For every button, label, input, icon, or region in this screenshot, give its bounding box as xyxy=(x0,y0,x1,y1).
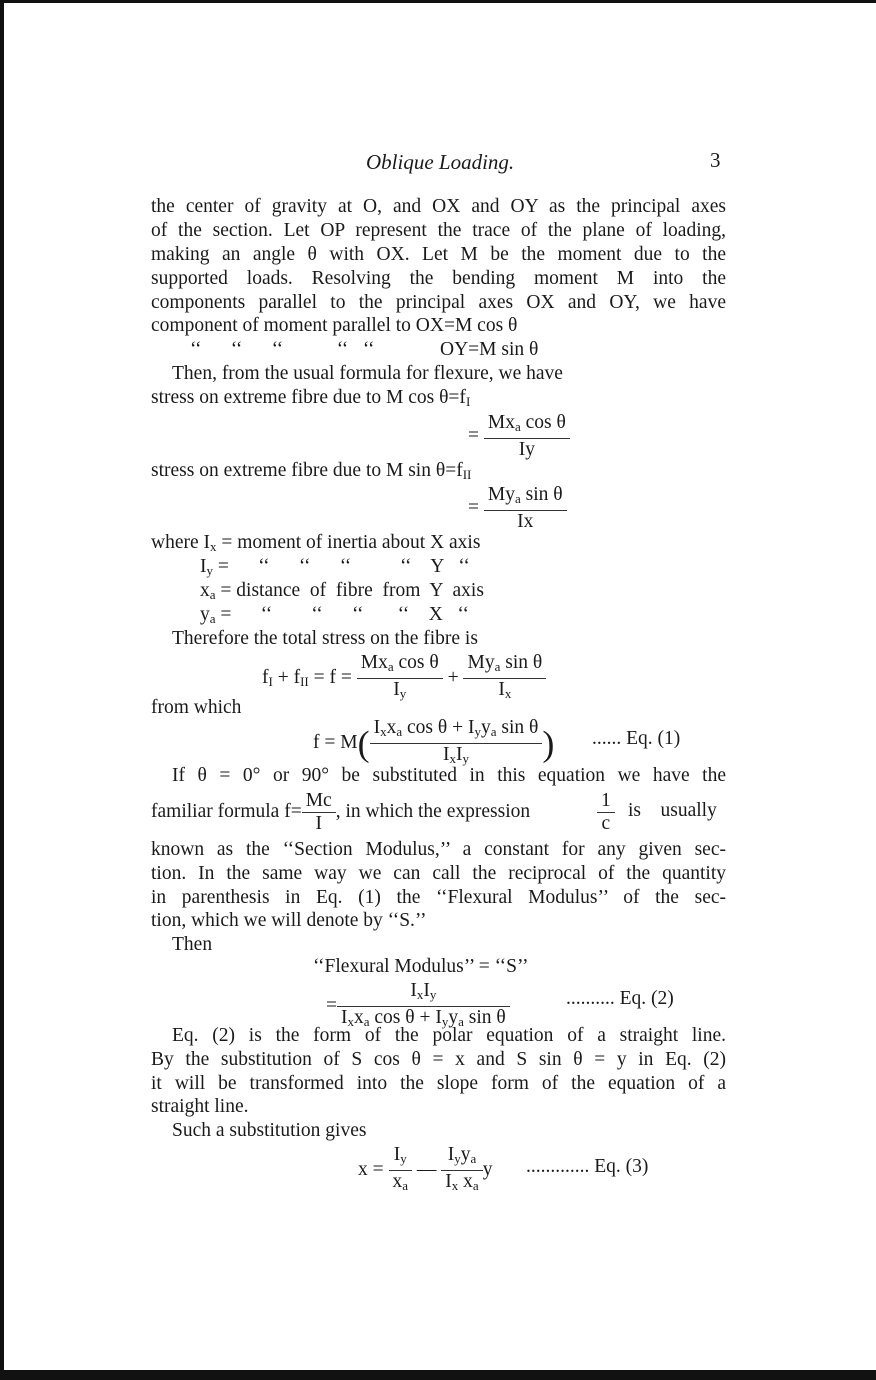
definition-xa: $x_a$ = distance of fibre from Y axis xyxy=(200,580,484,602)
equation-1: f = M( $I_xx_a$ $\cos \theta + I_yy_a$ sin θ $I_xI_y$ ) xyxy=(313,717,555,766)
text-line: components parallel to the principal axes OX and OY, we have xyxy=(151,292,726,313)
ditto-marks: ‘‘ ‘‘ ‘‘ ‘‘ ‘‘ xyxy=(190,339,375,360)
text-line xyxy=(151,387,470,410)
text-line: from which xyxy=(151,697,242,718)
text-line: Then xyxy=(172,934,213,955)
text-run: is usually xyxy=(628,800,717,821)
text-line: tion. In the same way we can call the reciprocal of the quantity xyxy=(151,863,726,884)
definition-iy: $I_y$ = ‘‘ ‘‘ ‘‘ ‘‘ Y ‘‘ xyxy=(200,556,470,578)
definition-ya: $y_a$ = ‘‘ ‘‘ ‘‘ ‘‘ X ‘‘ xyxy=(200,604,469,626)
text-run: stress on extreme fibre due to M sin θ=f xyxy=(151,460,463,481)
page-border-bottom xyxy=(0,1370,876,1380)
fraction-my: = $My_a$ sin θ Ix xyxy=(468,484,567,533)
running-header: Oblique Loading. xyxy=(366,150,515,174)
equation-2: = $I_xI_y$ $I_xx_a$ $\cos \theta + I_yy_a$ sin θ xyxy=(326,980,510,1033)
equation-oy: OY=M sin θ xyxy=(440,339,539,360)
flexural-modulus-line: ‘‘Flexural Modulus’’ = ‘‘S’’ xyxy=(313,956,529,977)
text-line: Such a substitution gives xyxy=(172,1120,367,1141)
text-line: supported loads. Resolving the bending moment M into the xyxy=(151,268,726,289)
text-line xyxy=(151,460,471,483)
text-line: Therefore the total stress on the fibre is xyxy=(172,628,478,649)
equation-3: x = $\frac{I_y}{x_a}$ — $I_yy_a$ $I_x$ $x_a$ y xyxy=(358,1144,493,1193)
equation-label-3: ............. Eq. (3) xyxy=(526,1156,649,1177)
definition-ix: where $I_x$ = moment of inertia about X axis xyxy=(151,532,481,554)
text-run: stress on extreme fibre due to M cos θ=f xyxy=(151,387,466,408)
text-line: Eq. (2) is the form of the polar equation of a straight line. xyxy=(172,1025,726,1046)
text-line: the center of gravity at O, and OX and OY as the principal axes xyxy=(151,196,726,217)
text-line-formula: familiar formula f= $\frac{Mc}{I}$ , in which the expression xyxy=(151,790,531,834)
text-line: making an angle θ with OX. Let M be the moment due to the xyxy=(151,244,726,265)
page-border-left xyxy=(0,0,4,1380)
page-border-top xyxy=(0,0,876,3)
fraction-mx: = $Mx_a$ cos θ Iy xyxy=(468,412,570,461)
text-line: it will be transformed into the slope form of the equation of a xyxy=(151,1073,726,1094)
equation-total-stress: $f_I + f_{II} = f$ = $Mx_a$ cos θ $I_y$ + $My_a$ sin θ $I_x$ xyxy=(262,652,546,705)
subscript: II xyxy=(462,467,472,482)
equation-label-2: .......... Eq. (2) xyxy=(566,988,674,1009)
text-line: tion, which we will denote by ‘‘S.’’ xyxy=(151,910,427,931)
text-line: in parenthesis in Eq. (1) the ‘‘Flexural Modulus’’ of the sec- xyxy=(151,887,726,908)
text-line: straight line. xyxy=(151,1096,249,1117)
text-line: of the section. Let OP represent the trace of the plane of loading, xyxy=(151,220,726,241)
text-line: If θ = 0° or 90° be substituted in this equation we have the xyxy=(172,765,726,786)
equation-label-1: ...... Eq. (1) xyxy=(592,728,681,749)
text-line: known as the ‘‘Section Modulus,’’ a constant for any given sec- xyxy=(151,839,726,860)
text-line: Then, from the usual formula for flexure, we have xyxy=(172,363,563,384)
page-number: 3 xyxy=(710,148,721,172)
fraction-one-over-c: $\frac{1}{c}$ xyxy=(597,790,615,835)
subscript: I xyxy=(465,394,471,409)
text-line: By the substitution of S cos θ = x and S sin θ = y in Eq. (2) xyxy=(151,1049,726,1070)
text-line: component of moment parallel to OX=M cos θ xyxy=(151,315,518,336)
